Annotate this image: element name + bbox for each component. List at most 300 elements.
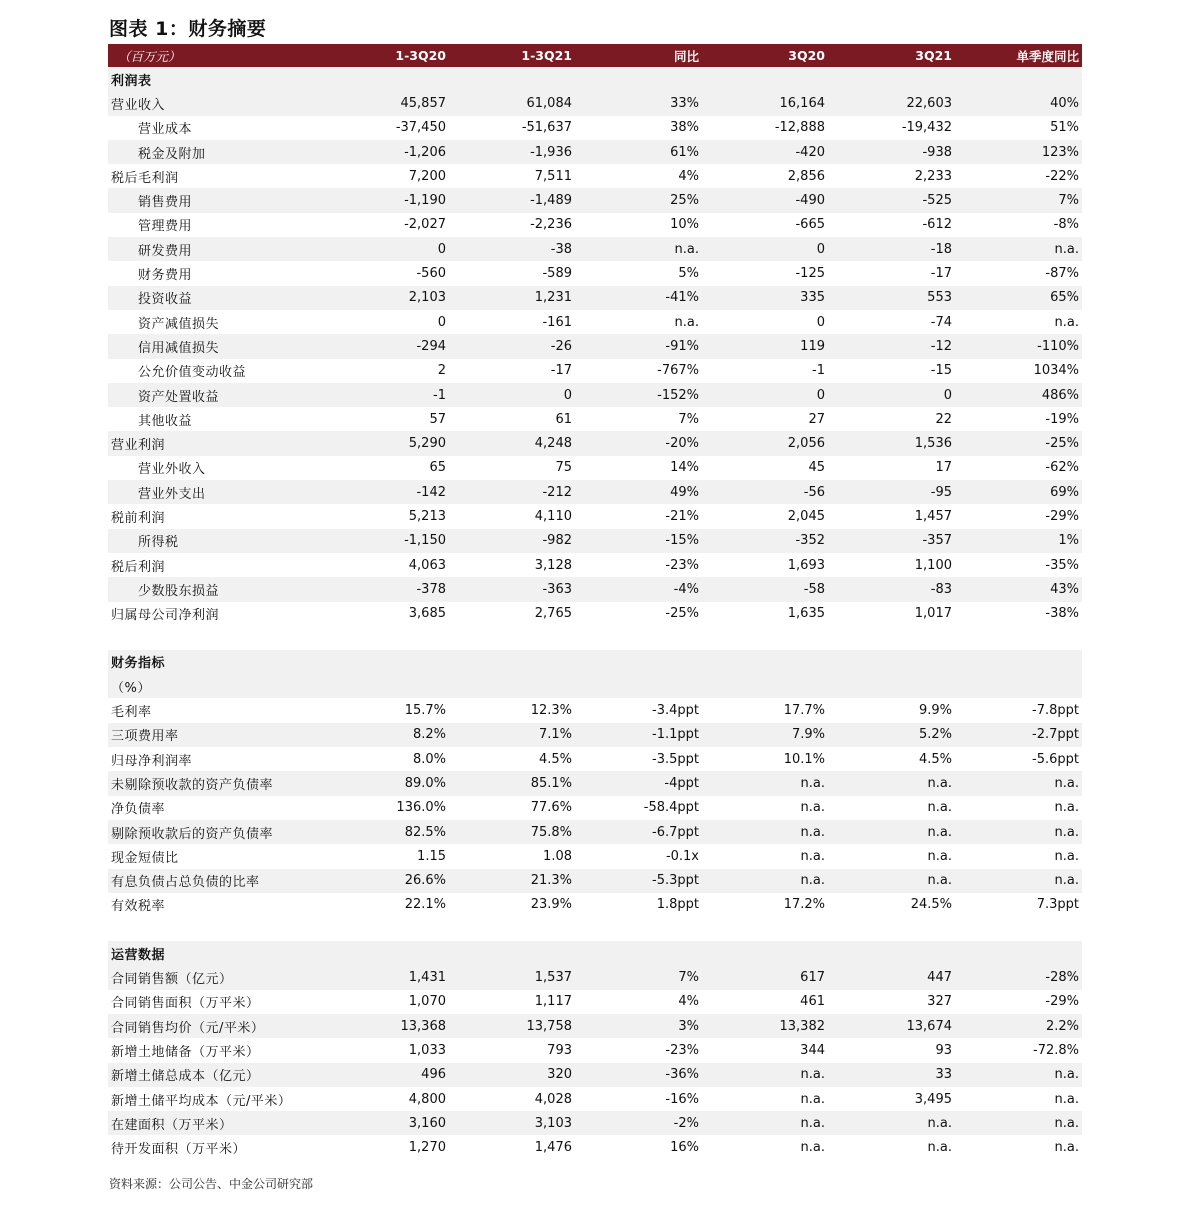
row-value: 7% — [678, 411, 699, 427]
row-value: -5.3ppt — [575, 869, 702, 893]
row-value: 25% — [575, 188, 702, 212]
row-label: 有息负债占总负债的比率 — [108, 869, 319, 893]
row-value: 38% — [670, 120, 699, 136]
row-value: -25% — [665, 606, 699, 622]
row-value: n.a. — [702, 820, 828, 844]
row-value: 61,084 — [449, 91, 575, 115]
row-value: 15.7% — [404, 703, 446, 719]
row-value: 61 — [555, 411, 572, 427]
row-value: -29% — [1045, 508, 1079, 524]
row-label: 净负债率 — [111, 802, 166, 818]
row-value: -16% — [665, 1091, 699, 1107]
row-value: 1,693 — [787, 557, 825, 573]
row-value: -938 — [828, 140, 955, 164]
row-value: 7.1% — [449, 723, 575, 747]
row-value: 1,017 — [914, 606, 952, 622]
spacer-cell — [108, 917, 1082, 941]
table-row — [108, 1014, 1082, 1038]
table-row — [108, 698, 1082, 722]
row-label: 管理费用 — [138, 219, 193, 235]
row-value: n.a. — [828, 1111, 955, 1135]
row-value: -665 — [795, 217, 825, 233]
row-value: 3,495 — [914, 1091, 952, 1107]
row-label: 待开发面积（万平米） — [111, 1142, 247, 1158]
row-value: n.a. — [955, 1111, 1082, 1135]
table-body — [108, 67, 1082, 1160]
row-value: n.a. — [800, 1140, 825, 1156]
row-label: 投资收益 — [108, 286, 319, 310]
row-value: 1% — [955, 529, 1082, 553]
row-value: 0 — [437, 314, 446, 330]
row-value: 3,160 — [319, 1111, 449, 1135]
row-value: -21% — [665, 508, 699, 524]
table-row — [108, 1087, 1082, 1111]
row-value: 617 — [702, 965, 828, 989]
row-label: 其他收益 — [138, 413, 193, 429]
row-value: 65 — [429, 460, 446, 476]
row-value: 1,537 — [449, 965, 575, 989]
row-value: -612 — [922, 217, 952, 233]
row-value: -58 — [702, 577, 828, 601]
row-value: n.a. — [828, 820, 955, 844]
row-value: 4,063 — [408, 557, 446, 573]
row-value: 65% — [955, 286, 1082, 310]
header-3q20: 3Q20 — [702, 44, 828, 67]
table-row — [108, 91, 1082, 115]
row-value: 57 — [429, 411, 446, 427]
row-value: 16% — [670, 1140, 699, 1156]
row-value: 2,765 — [534, 606, 572, 622]
row-label: 财务费用 — [138, 268, 193, 284]
row-label: 税后利润 — [111, 559, 166, 575]
row-value: 1,635 — [787, 606, 825, 622]
row-label: 合同销售均价（元/平米） — [108, 1014, 319, 1038]
header-quarter-yoy: 单季度同比 — [955, 44, 1082, 67]
row-value — [575, 674, 702, 698]
row-value: 13,368 — [319, 1014, 449, 1038]
header-unit: （百万元） — [108, 44, 319, 67]
row-value: 4,028 — [534, 1091, 572, 1107]
row-label: 有效税率 — [111, 899, 166, 915]
table-row — [108, 188, 1082, 212]
row-value: -525 — [828, 188, 955, 212]
row-value: 3,103 — [449, 1111, 575, 1135]
row-value: -3.5ppt — [652, 751, 699, 767]
row-value: -28% — [955, 965, 1082, 989]
row-value: 1,033 — [408, 1042, 446, 1058]
table-row — [108, 334, 1082, 358]
row-value: n.a. — [1054, 314, 1079, 330]
table-row — [108, 504, 1082, 528]
row-value: 4,800 — [408, 1091, 446, 1107]
row-value: 14% — [670, 460, 699, 476]
row-label: （%） — [108, 674, 319, 698]
row-label: 营业收入 — [108, 91, 319, 115]
row-value: 1.8ppt — [656, 897, 699, 913]
row-value: 45,857 — [319, 91, 449, 115]
figure-title: 图表 1：财务摘要 — [109, 18, 267, 40]
row-value: -1,190 — [319, 188, 449, 212]
row-value: -2.7ppt — [955, 723, 1082, 747]
row-label: 营业利润 — [108, 431, 319, 455]
row-value: 2 — [437, 363, 446, 379]
row-label: 税金及附加 — [108, 140, 319, 164]
row-value: -18 — [828, 237, 955, 261]
row-label: 资产处置收益 — [108, 383, 319, 407]
table-row — [108, 553, 1082, 577]
row-value: -142 — [319, 480, 449, 504]
table-row — [108, 140, 1082, 164]
table-row — [108, 456, 1082, 480]
row-label: 未剔除预收款的资产负债率 — [108, 771, 319, 795]
row-value: 7,200 — [408, 168, 446, 184]
table-row — [108, 237, 1082, 261]
row-value: 1,457 — [914, 508, 952, 524]
row-value: -560 — [416, 266, 446, 282]
row-value: 4% — [678, 994, 699, 1010]
row-value: -36% — [575, 1063, 702, 1087]
row-value: 13,758 — [449, 1014, 575, 1038]
row-label: 归母净利润率 — [111, 753, 193, 769]
row-value: n.a. — [828, 771, 955, 795]
row-value: 2,056 — [702, 431, 828, 455]
row-value: 9.9% — [918, 703, 952, 719]
row-value: 3,685 — [408, 606, 446, 622]
table-row — [108, 965, 1082, 989]
row-value: -1.1ppt — [575, 723, 702, 747]
row-value: -37,450 — [395, 120, 446, 136]
row-value: 5% — [678, 266, 699, 282]
row-label: 新增土地储备（万平米） — [111, 1044, 260, 1060]
table-row — [108, 480, 1082, 504]
row-value: 27 — [808, 411, 825, 427]
row-value: n.a. — [800, 1091, 825, 1107]
row-value: 119 — [702, 334, 828, 358]
row-value: n.a. — [955, 1063, 1082, 1087]
table-row — [108, 164, 1082, 188]
row-value: 793 — [547, 1042, 572, 1058]
row-value: n.a. — [955, 820, 1082, 844]
table-row — [108, 723, 1082, 747]
row-value: 0 — [449, 383, 575, 407]
row-label: 销售费用 — [108, 188, 319, 212]
table-row — [108, 577, 1082, 601]
row-value: n.a. — [575, 237, 702, 261]
row-value: 1,231 — [449, 286, 575, 310]
row-value: -152% — [575, 383, 702, 407]
row-value: -0.1x — [665, 848, 699, 864]
row-value: n.a. — [927, 848, 952, 864]
row-value — [702, 674, 828, 698]
row-value — [449, 674, 575, 698]
row-value: n.a. — [702, 1063, 828, 1087]
row-value: 0 — [702, 237, 828, 261]
row-value: -91% — [575, 334, 702, 358]
section-title: 财务指标 — [108, 650, 1082, 674]
row-value: 5,213 — [408, 508, 446, 524]
row-value: -51,637 — [521, 120, 572, 136]
row-value: 4% — [678, 168, 699, 184]
row-value: 75.8% — [449, 820, 575, 844]
row-value: 26.6% — [319, 869, 449, 893]
row-value: -6.7ppt — [575, 820, 702, 844]
row-value: 553 — [828, 286, 955, 310]
row-value: n.a. — [800, 848, 825, 864]
row-value: -29% — [1045, 994, 1079, 1010]
row-value: -7.8ppt — [1032, 703, 1079, 719]
row-value: -38% — [1045, 606, 1079, 622]
row-value: 13,382 — [702, 1014, 828, 1038]
table-spacer-row — [108, 917, 1082, 941]
row-value: -490 — [702, 188, 828, 212]
section-header-row — [108, 67, 1082, 91]
row-value: 461 — [800, 994, 825, 1010]
row-value: -19,432 — [901, 120, 952, 136]
row-label: 公允价值变动收益 — [138, 365, 247, 381]
table-row — [108, 383, 1082, 407]
row-value: n.a. — [828, 869, 955, 893]
row-label: 新增土储总成本（亿元） — [108, 1063, 319, 1087]
header-1-3q20: 1-3Q20 — [319, 44, 449, 67]
row-value: n.a. — [927, 1140, 952, 1156]
row-value: 33% — [575, 91, 702, 115]
row-value: 4,248 — [449, 431, 575, 455]
row-value: 4,110 — [534, 508, 572, 524]
table-row — [108, 844, 1082, 868]
row-value: 89.0% — [319, 771, 449, 795]
row-value: -1,936 — [449, 140, 575, 164]
row-label: 税后毛利润 — [111, 170, 179, 186]
row-value: 17 — [935, 460, 952, 476]
row-value: 7% — [955, 188, 1082, 212]
row-value: 7.9% — [702, 723, 828, 747]
row-value: -352 — [702, 529, 828, 553]
row-value: -1,150 — [319, 529, 449, 553]
row-value: -1 — [319, 383, 449, 407]
row-value: -4% — [575, 577, 702, 601]
row-label: 所得税 — [108, 529, 319, 553]
row-label: 税前利润 — [111, 510, 166, 526]
spacer-cell — [108, 626, 1082, 650]
row-label: 三项费用率 — [108, 723, 319, 747]
row-value: -41% — [575, 286, 702, 310]
row-value: 0 — [828, 383, 955, 407]
row-value: 2,856 — [787, 168, 825, 184]
row-value — [319, 674, 449, 698]
row-value: 22,603 — [828, 91, 955, 115]
row-value: n.a. — [1054, 1091, 1079, 1107]
row-value: -15% — [575, 529, 702, 553]
row-value: -110% — [955, 334, 1082, 358]
row-value: -25% — [955, 431, 1082, 455]
row-value: 43% — [955, 577, 1082, 601]
row-value: -56 — [702, 480, 828, 504]
table-row — [108, 771, 1082, 795]
row-value: 5.2% — [828, 723, 955, 747]
row-label: 研发费用 — [108, 237, 319, 261]
row-label: 营业外收入 — [138, 462, 206, 478]
row-value: -294 — [319, 334, 449, 358]
row-value: -20% — [575, 431, 702, 455]
row-value: -125 — [795, 266, 825, 282]
row-value: 0 — [816, 314, 825, 330]
row-value: 8.0% — [412, 751, 446, 767]
row-value: 2,233 — [914, 168, 952, 184]
row-label: 营业成本 — [138, 122, 193, 138]
financial-summary-table — [108, 44, 1082, 1160]
row-value: 496 — [319, 1063, 449, 1087]
row-value: 22 — [935, 411, 952, 427]
row-value: 0 — [319, 237, 449, 261]
row-value: 45 — [808, 460, 825, 476]
row-value: 2,045 — [787, 508, 825, 524]
row-value: -12 — [828, 334, 955, 358]
row-value: 49% — [575, 480, 702, 504]
row-value: 344 — [800, 1042, 825, 1058]
row-value: 3,128 — [534, 557, 572, 573]
source-note: 资料来源：公司公告、中金公司研究部 — [109, 1177, 314, 1191]
row-value: -23% — [665, 557, 699, 573]
row-value: n.a. — [702, 1111, 828, 1135]
table-row — [108, 674, 1082, 698]
row-label: 资产减值损失 — [138, 316, 220, 332]
row-value — [955, 674, 1082, 698]
section-header-row — [108, 941, 1082, 965]
row-value: n.a. — [927, 800, 952, 816]
row-value: 1,100 — [914, 557, 952, 573]
row-value: 0 — [702, 383, 828, 407]
row-value: -357 — [828, 529, 955, 553]
row-value — [828, 674, 955, 698]
row-value: 82.5% — [319, 820, 449, 844]
row-label: 营业外支出 — [108, 480, 319, 504]
row-value: -1 — [812, 363, 825, 379]
row-label: 新增土储平均成本（元/平米） — [111, 1093, 292, 1109]
row-value: -58.4ppt — [643, 800, 699, 816]
row-value: n.a. — [702, 869, 828, 893]
row-value: -212 — [449, 480, 575, 504]
row-label: 合同销售面积（万平米） — [111, 996, 260, 1012]
row-label: 归属母公司净利润 — [111, 608, 220, 624]
table-row — [108, 310, 1082, 334]
table-spacer-row — [108, 626, 1082, 650]
table-row — [108, 602, 1082, 626]
row-value: -17 — [550, 363, 572, 379]
row-value: -4ppt — [575, 771, 702, 795]
table-row — [108, 1111, 1082, 1135]
row-value: 4.5% — [538, 751, 572, 767]
row-value: 7,511 — [534, 168, 572, 184]
row-value: 1.08 — [543, 848, 572, 864]
row-value: -22% — [1045, 168, 1079, 184]
row-value: 1034% — [1033, 363, 1079, 379]
table-row — [108, 820, 1082, 844]
row-value: -62% — [1045, 460, 1079, 476]
table-row — [108, 990, 1082, 1014]
table-row — [108, 747, 1082, 771]
row-value: -363 — [449, 577, 575, 601]
table-row — [108, 1135, 1082, 1159]
row-value: -23% — [665, 1042, 699, 1058]
row-value: -8% — [1053, 217, 1079, 233]
row-value: n.a. — [955, 869, 1082, 893]
row-label: 在建面积（万平米） — [108, 1111, 319, 1135]
table-row — [108, 796, 1082, 820]
row-value: 10% — [670, 217, 699, 233]
row-label: 毛利率 — [111, 705, 152, 721]
row-value: 85.1% — [449, 771, 575, 795]
row-value: n.a. — [1054, 800, 1079, 816]
table-row — [108, 893, 1082, 917]
row-label: 现金短债比 — [111, 850, 179, 866]
row-value: 8.2% — [319, 723, 449, 747]
row-value: 136.0% — [396, 800, 446, 816]
row-value: 2.2% — [955, 1014, 1082, 1038]
row-value: -83 — [828, 577, 955, 601]
row-value: 40% — [955, 91, 1082, 115]
table-row — [108, 261, 1082, 285]
row-label: 合同销售额（亿元） — [108, 965, 319, 989]
header-3q21: 3Q21 — [828, 44, 955, 67]
table-header-row — [108, 44, 1082, 67]
row-value: -74 — [930, 314, 952, 330]
section-header-row — [108, 650, 1082, 674]
row-value: n.a. — [674, 314, 699, 330]
row-value: -87% — [1045, 266, 1079, 282]
row-value: n.a. — [1054, 1140, 1079, 1156]
row-value: -95 — [828, 480, 955, 504]
row-value: 327 — [927, 994, 952, 1010]
section-title: 运营数据 — [108, 941, 1082, 965]
header-yoy: 同比 — [575, 44, 702, 67]
row-value: -161 — [542, 314, 572, 330]
row-value: 13,674 — [828, 1014, 955, 1038]
row-value: -12,888 — [774, 120, 825, 136]
row-value: -420 — [702, 140, 828, 164]
row-value: 123% — [955, 140, 1082, 164]
row-value: n.a. — [800, 800, 825, 816]
row-value: -378 — [319, 577, 449, 601]
row-value: 320 — [449, 1063, 575, 1087]
table-row — [108, 286, 1082, 310]
row-value: 61% — [575, 140, 702, 164]
row-value: 77.6% — [530, 800, 572, 816]
row-value: 1.15 — [417, 848, 446, 864]
row-value: -2% — [575, 1111, 702, 1135]
table-row — [108, 116, 1082, 140]
row-value: 23.9% — [530, 897, 572, 913]
row-value: -2,236 — [530, 217, 572, 233]
row-value: 3% — [575, 1014, 702, 1038]
row-value: 1,070 — [408, 994, 446, 1010]
table-row — [108, 213, 1082, 237]
row-value: 10.1% — [783, 751, 825, 767]
row-value: 17.7% — [783, 703, 825, 719]
section-title: 利润表 — [108, 67, 1082, 91]
row-value: n.a. — [702, 771, 828, 795]
row-value: 4.5% — [918, 751, 952, 767]
row-value: 447 — [828, 965, 955, 989]
table-row — [108, 1038, 1082, 1062]
row-value: 2,103 — [319, 286, 449, 310]
row-value: 22.1% — [404, 897, 446, 913]
row-value: -38 — [449, 237, 575, 261]
row-value: 17.2% — [783, 897, 825, 913]
row-value: 1,476 — [534, 1140, 572, 1156]
row-value: -72.8% — [1033, 1042, 1079, 1058]
row-value: 7.3ppt — [1036, 897, 1079, 913]
row-value: 1,270 — [408, 1140, 446, 1156]
